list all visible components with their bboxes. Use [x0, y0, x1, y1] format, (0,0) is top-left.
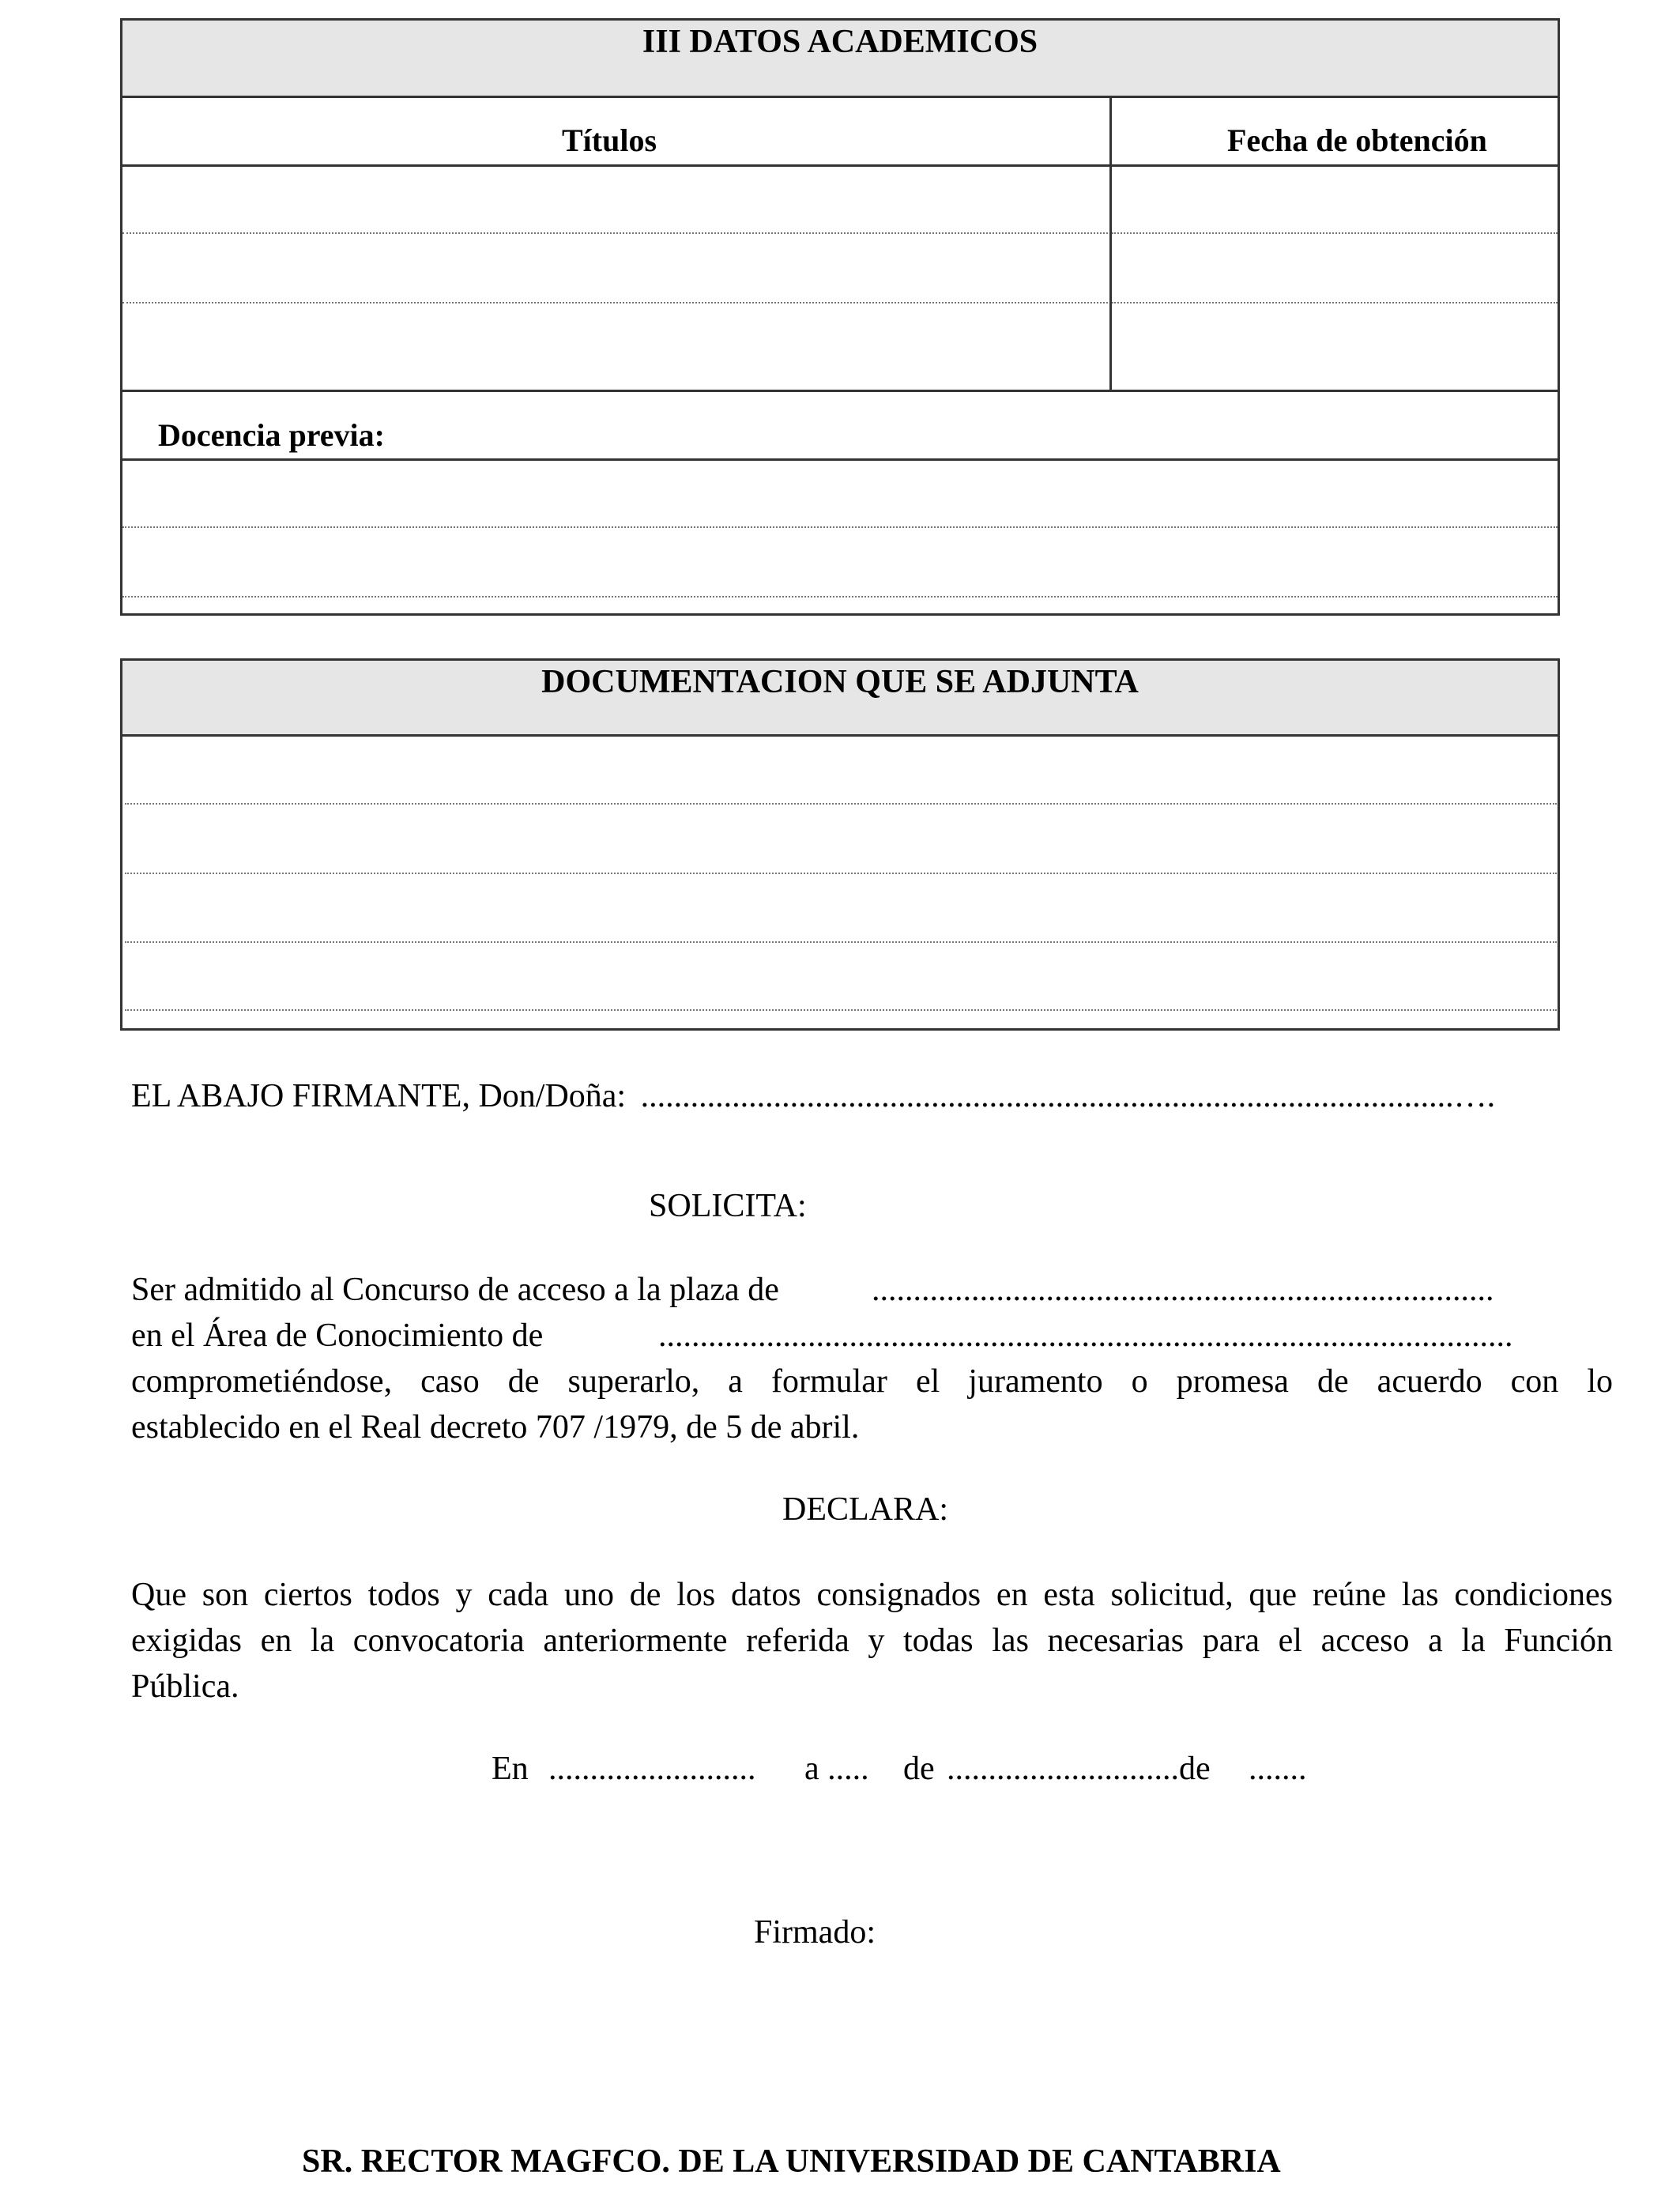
fecha-entry-line-1[interactable]: [1112, 232, 1558, 234]
area-label: en el Área de Conocimiento de: [131, 1318, 544, 1354]
plaza-field[interactable]: ...........................................................................: [872, 1272, 1494, 1308]
documentation-header-divider: [120, 734, 1560, 737]
plaza-label: Ser admitido al Concurso de acceso a la plaza de: [131, 1272, 779, 1308]
documentation-entry-line-3[interactable]: [125, 941, 1557, 943]
titulos-column-header: Títulos: [562, 123, 657, 158]
documentation-section-title: DOCUMENTACION QUE SE ADJUNTA: [541, 664, 1139, 700]
declara-heading: DECLARA:: [782, 1491, 948, 1528]
documentation-entry-line-2[interactable]: [125, 873, 1557, 874]
date-place-field[interactable]: .........................: [548, 1751, 756, 1787]
signer-label: EL ABAJO FIRMANTE, Don/Doña:: [131, 1078, 627, 1114]
date-year-field[interactable]: .......: [1249, 1751, 1307, 1787]
date-de-label: de: [903, 1751, 935, 1787]
column-header-divider: [120, 164, 1560, 167]
signer-line: [131, 1076, 1495, 1116]
date-en-label: En: [492, 1751, 529, 1787]
academic-header-divider: [120, 96, 1560, 98]
plaza-line: [131, 1270, 779, 1310]
docencia-entry-line-1[interactable]: [122, 526, 1558, 528]
declara-body-line-2: exigidas en la convocatoria anteriormente referida y todas las necesarias para el acceso a la Función: [131, 1623, 1613, 1659]
declara-body-line-1: Que son ciertos todos y cada uno de los datos consignados en esta solicitud, que reúne las condiciones: [131, 1577, 1613, 1613]
date-day-field[interactable]: a .....: [804, 1751, 869, 1787]
academic-section-title: III DATOS ACADEMICOS: [642, 24, 1038, 60]
solicita-heading: SOLICITA:: [649, 1188, 807, 1224]
titulos-entry-line-1[interactable]: [122, 232, 1108, 234]
addressee: SR. RECTOR MAGFCO. DE LA UNIVERSIDAD DE CANTABRIA: [302, 2143, 1281, 2180]
documentation-entry-line-1[interactable]: [125, 803, 1557, 805]
column-divider: [1109, 96, 1112, 391]
signature-area[interactable]: [601, 1960, 1090, 2087]
fecha-entry-line-2[interactable]: [1112, 302, 1558, 303]
docencia-entry-line-2[interactable]: [122, 596, 1558, 598]
titulos-entry-line-2[interactable]: [122, 302, 1108, 303]
titles-rows-bottom: [120, 390, 1560, 392]
solicita-body-line-2: establecido en el Real decreto 707 /1979, de 5 de abril.: [131, 1409, 860, 1446]
docencia-label-divider: [120, 458, 1560, 461]
documentation-box: [120, 658, 1560, 1031]
fecha-column-header: Fecha de obtención: [1227, 123, 1487, 158]
firmado-label: Firmado:: [754, 1914, 876, 1951]
signer-name-field[interactable]: ..................................................................................................….: [640, 1078, 1496, 1114]
solicita-body-line-1: comprometiéndose, caso de superarlo, a formular el juramento o promesa de acuerdo con lo: [131, 1363, 1613, 1400]
documentation-entry-line-4[interactable]: [125, 1009, 1557, 1011]
docencia-previa-label: Docencia previa:: [158, 417, 385, 453]
date-month-field[interactable]: ............................de: [947, 1751, 1211, 1787]
area-field[interactable]: .......................................................................................................: [658, 1318, 1513, 1354]
declara-body-line-3: Pública.: [131, 1668, 239, 1705]
